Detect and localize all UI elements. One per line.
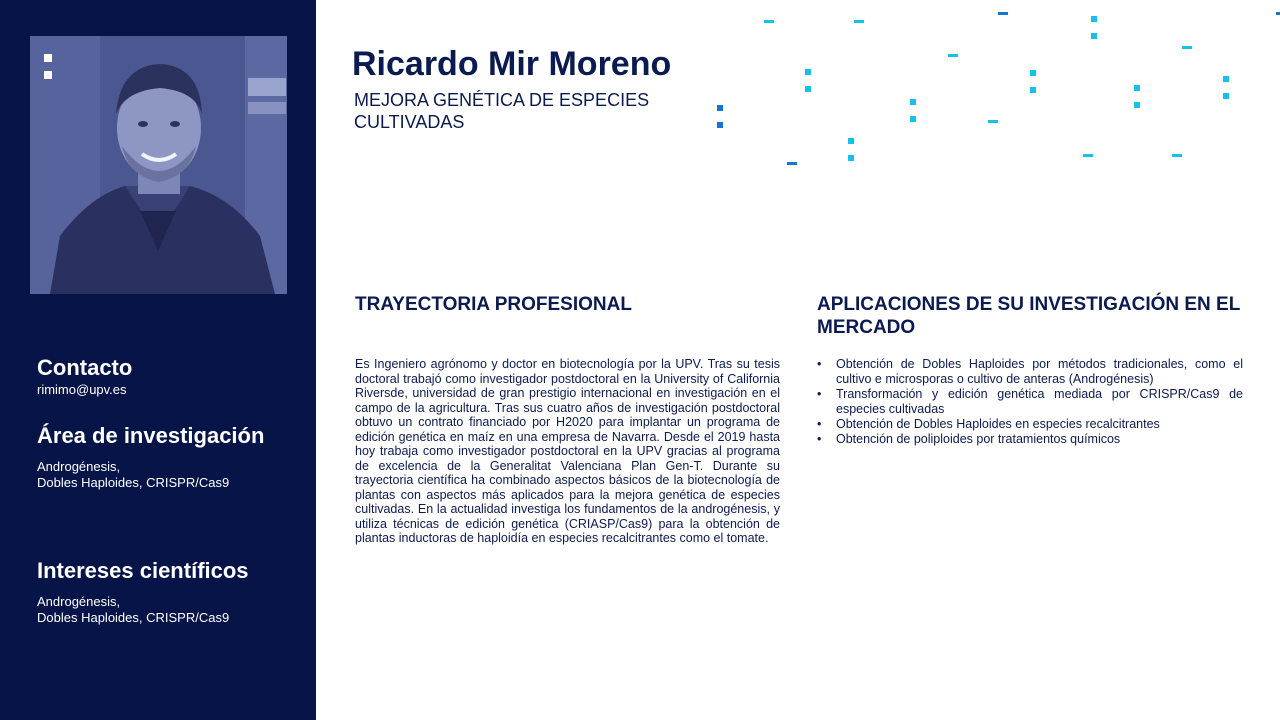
- research-area-line-2: Dobles Haploides, CRISPR/Cas9: [37, 475, 230, 490]
- scientific-interests-line-1: Androgénesis,: [37, 594, 121, 609]
- research-area-line-1: Androgénesis,: [37, 459, 121, 474]
- scientific-interests-title: Intereses científicos: [37, 558, 249, 583]
- profile-photo-illustration: [30, 36, 287, 294]
- contact-title: Contacto: [37, 355, 133, 380]
- decorative-pixel-pattern: [700, 0, 1280, 180]
- list-item: • Obtención de poliploides por tratamientos químicos: [817, 432, 1243, 447]
- profile-name: Ricardo Mir Moreno: [352, 45, 672, 83]
- applications-list: [817, 357, 1243, 447]
- profile-subtitle: MEJORA GENÉTICA DE ESPECIES CULTIVADAS: [354, 90, 650, 132]
- applications-title: APLICACIONES DE SU INVESTIGACIÓN EN EL MERCADO: [817, 294, 1240, 338]
- list-item: • Obtención de Dobles Haploides por métodos tradicionales, como el cultivo e microsporas o cultivo de anteras (Androgénesis): [817, 357, 1243, 387]
- sidebar: [0, 0, 316, 720]
- profile-photo: [30, 36, 287, 294]
- research-area-title: Área de investigación: [37, 423, 265, 448]
- list-item: • Obtención de Dobles Haploides en especies recalcitrantes: [817, 417, 1243, 432]
- scientific-interests-line-2: Dobles Haploides, CRISPR/Cas9: [37, 610, 230, 625]
- list-item: • Transformación y edición genética mediada por CRISPR/Cas9 de especies cultivadas: [817, 387, 1243, 417]
- trajectory-title: TRAYECTORIA PROFESIONAL: [355, 294, 632, 315]
- trajectory-text: Es Ingeniero agrónomo y doctor en biotecnología por la UPV. Tras su tesis doctoral trabajó como investigador postdoctoral en la University of California Riversde, universidad de gran prestigio internacional en investigación en el campo de la agricultura. Tras sus cuatro años de investigación postdoctoral obtuvo un contrato financiado por H2020 para implantar un programa de edición genética en maíz en una empresa de Navarra. Desde el 2019 hasta hoy trabaja como investigador postdoctoral en la UPV gracias al programa de excelencia de la Generalitat Valenciana Plan Gen-T. Durante su trayectoria científica ha combinado aspectos básicos de la biotecnología de plantas con aspectos más aplicados para la mejora genética de especies cultivadas. En la actualidad investiga los fundamentos de la androgénesis, y utiliza técnicas de edición genética (CRIASP/Cas9) para la obtención de plantas inductoras de haploidía en especies recalcitrantes como el tomate.: [355, 357, 780, 545]
- contact-email[interactable]: rimimo@upv.es: [37, 382, 127, 397]
